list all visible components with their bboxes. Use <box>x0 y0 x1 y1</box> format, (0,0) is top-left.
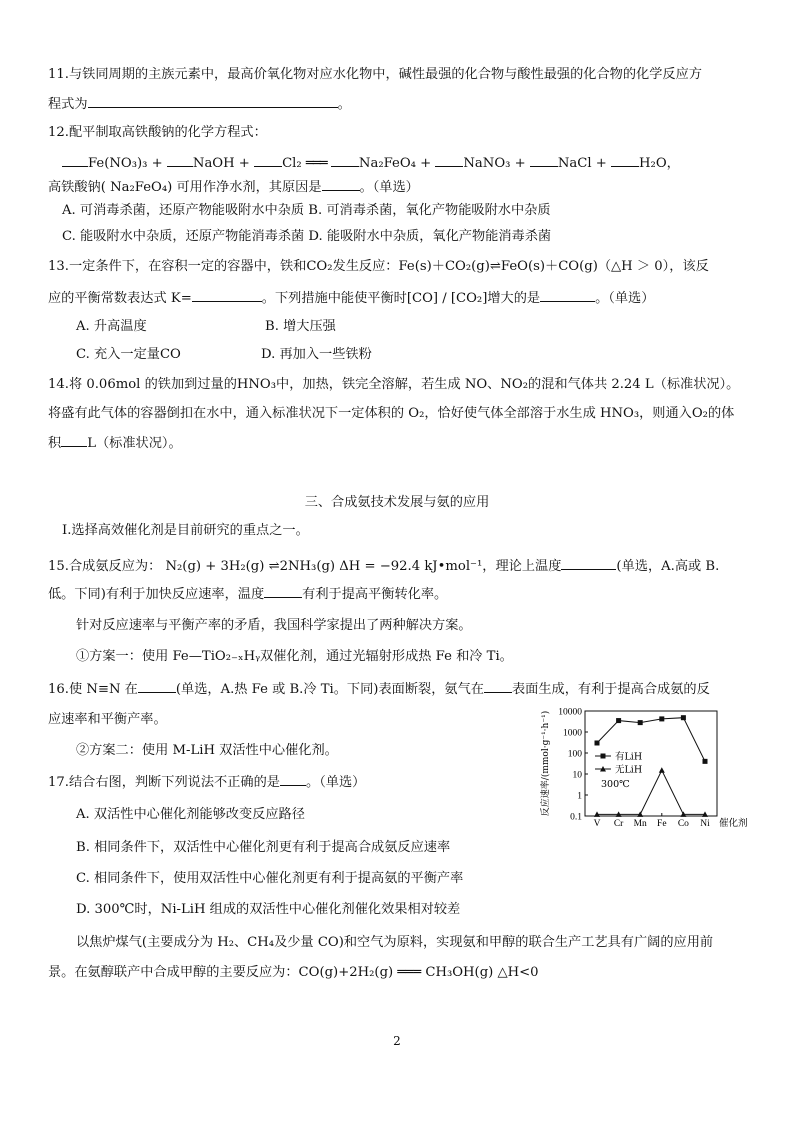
paragraph-contradiction: 针对反应速率与平衡产率的矛盾，我国科学家提出了两种解决方案。 <box>76 618 472 633</box>
legend-label: 有LiH <box>615 751 643 763</box>
x-tick-label: Fe <box>657 819 667 828</box>
q14-line2: 将盛有此气体的容器倒扣在水中，通入标准状况下一定体积的 O₂，恰好使气体全部溶于水生成 HNO₃，则通入O₂的体 <box>48 406 735 421</box>
option-d[interactable]: D. 能吸附水中杂质，氧化产物能消毒杀菌 <box>308 229 552 244</box>
q17-option-d[interactable]: D. 300℃时，Ni-LiH 组成的双活性中心催化剂催化效果相对较差 <box>76 902 461 917</box>
q11-line1: 11.与铁同周期的主族元素中，最高价氧化物对应水化物中，碱性最强的化合物与酸性最强的化合物的化学反应方 <box>48 67 702 82</box>
y-tick-label: 1 <box>577 791 582 802</box>
coef-blank[interactable] <box>530 153 558 167</box>
q13-option-c[interactable]: C. 充入一定量CO <box>76 347 181 362</box>
y-tick-label: 0.1 <box>570 812 582 823</box>
q17-option-b[interactable]: B. 相同条件下，双活性中心催化剂更有利于提高合成氨反应速率 <box>76 840 451 855</box>
q14-line3: 积 L（标准状况）。 <box>48 433 182 453</box>
paragraph-coke-gas-line2: 景。在氨醇联产中合成甲醇的主要反应为：CO(g)+2H₂(g) ═══ CH₃OH(g) △H<0 <box>48 965 539 980</box>
coef-blank[interactable] <box>611 153 639 167</box>
q12-stem: 12.配平制取高铁酸钠的化学方程式： <box>48 125 267 140</box>
y-axis-label: 反应速率/(mmol·g⁻¹·h⁻¹) <box>541 710 551 817</box>
y-tick-label: 100 <box>567 749 582 760</box>
data-point-square <box>681 715 686 720</box>
y-tick-label: 10000 <box>558 707 582 718</box>
x-axis-label: 催化剂 <box>719 818 748 828</box>
q17-option-c[interactable]: C. 相同条件下，使用双活性中心催化剂更有利于提高氨的平衡产率 <box>76 871 464 886</box>
plan-one: ①方案一：使用 Fe—TiO₂₋ₓHᵧ双催化剂，通过光辐射形成热 Fe 和冷 Ti。 <box>76 649 513 664</box>
q16-line2: 应速率和平衡产率。 <box>48 712 167 727</box>
q13-option-d[interactable]: D. 再加入一些铁粉 <box>261 347 372 362</box>
q13-line2: 应的平衡常数表达式 K= 。下列措施中能使平衡时[CO] / [CO₂]增大的是 。（单选） <box>48 288 654 308</box>
intro-line: Ⅰ.选择高效催化剂是目前研究的重点之一。 <box>62 523 309 538</box>
x-tick-label: Ni <box>700 819 710 828</box>
q16-line1: 16.使 N≡N 在 (单选，A.热 Fe 或 B.冷 Ti。下同)表面断裂，氨气在 表面生成，有利于提高合成氨的反 <box>48 679 710 699</box>
answer-blank[interactable] <box>138 679 176 693</box>
paragraph-coke-gas-line1: 以焦炉煤气(主要成分为 H₂、CH₄及少量 CO)和空气为原料，实现氨和甲醇的联合生产工艺具有广阔的应用前 <box>76 935 714 950</box>
q17-stem: 17.结合右图，判断下列说法不正确的是 。（单选） <box>48 772 365 792</box>
option-c[interactable]: C. 能吸附水中杂质，还原产物能消毒杀菌 <box>62 229 305 244</box>
q14-line1: 14.将 0.06mol 的铁加到过量的HNO₃中，加热，铁完全溶解，若生成 NO、NO₂的混和气体共 2.24 L（标准状况）。 <box>48 377 740 392</box>
answer-blank[interactable] <box>322 177 360 191</box>
legend-marker-square <box>601 754 606 759</box>
x-tick-label: Mn <box>633 819 647 828</box>
y-tick-label: 10 <box>572 770 582 781</box>
page-number: 2 <box>393 1034 401 1048</box>
coef-blank[interactable] <box>331 153 359 167</box>
q12-options-cd <box>62 228 551 246</box>
answer-blank[interactable] <box>88 94 338 108</box>
q11-line2: 程式为 。 <box>48 94 351 114</box>
answer-blank[interactable] <box>61 433 87 447</box>
series-line-2 <box>597 770 705 814</box>
series-line-1 <box>597 718 705 762</box>
q13-option-a[interactable]: A. 升高温度 <box>76 319 147 334</box>
data-point-square <box>703 759 708 764</box>
q12-line3: 高铁酸钠( Na₂FeO₄) 可用作净水剂，其原因是 。（单选） <box>48 177 419 197</box>
q13-line1: 13.一定条件下，在容积一定的容器中，铁和CO₂发生反应：Fe(s)＋CO₂(g)⇌FeO(s)＋CO(g)（△H ＞ 0），该反 <box>48 259 709 274</box>
coef-blank[interactable] <box>62 153 88 167</box>
x-tick-label: Cr <box>613 819 624 828</box>
q12-options-ab <box>62 202 551 220</box>
answer-blank[interactable] <box>264 584 302 598</box>
x-tick-label: V <box>593 819 601 828</box>
q17-option-a[interactable]: A. 双活性中心催化剂能够改变反应路径 <box>76 807 305 822</box>
data-point-square <box>616 718 621 723</box>
q13-option-b[interactable]: B. 增大压强 <box>265 319 336 334</box>
answer-blank[interactable] <box>484 679 512 693</box>
q15-line2: 低。下同)有利于加快反应速率，温度 有利于提高平衡转化率。 <box>48 584 447 604</box>
data-point-triangle <box>659 767 665 773</box>
option-b[interactable]: B. 可消毒杀菌，氧化产物能吸附水中杂质 <box>308 203 551 218</box>
answer-blank[interactable] <box>280 772 306 786</box>
answer-blank[interactable] <box>192 288 262 302</box>
x-tick-label: Co <box>677 819 689 828</box>
coef-blank[interactable] <box>254 153 282 167</box>
data-point-square <box>595 740 600 745</box>
section-title: 三、合成氨技术发展与氨的应用 <box>304 495 490 510</box>
temperature-annotation: 300℃ <box>601 779 630 790</box>
option-a[interactable]: A. 可消毒杀菌，还原产物能吸附水中杂质 <box>62 203 305 218</box>
plan-two: ②方案二：使用 M-LiH 双活性中心催化剂。 <box>76 743 338 758</box>
data-point-square <box>638 720 643 725</box>
answer-blank[interactable] <box>561 556 616 570</box>
plot-frame <box>585 711 717 816</box>
q12-equation: Fe(NO₃)₃ + NaOH + Cl₂ ═══ Na₂FeO₄ + NaNO₃ + NaCl + H₂O， <box>62 153 680 173</box>
answer-blank[interactable] <box>540 288 595 302</box>
y-tick-label: 1000 <box>563 728 582 739</box>
reaction-rate-chart <box>535 704 753 828</box>
coef-blank[interactable] <box>167 153 193 167</box>
coef-blank[interactable] <box>435 153 463 167</box>
data-point-square <box>659 716 664 721</box>
q15-line1: 15.合成氨反应为： N₂(g) + 3H₂(g) ⇌2NH₃(g) ΔH = −92.4 kJ•mol⁻¹，理论上温度 (单选，A.高或 B. <box>48 556 719 576</box>
legend-label: 无LiH <box>615 764 643 776</box>
